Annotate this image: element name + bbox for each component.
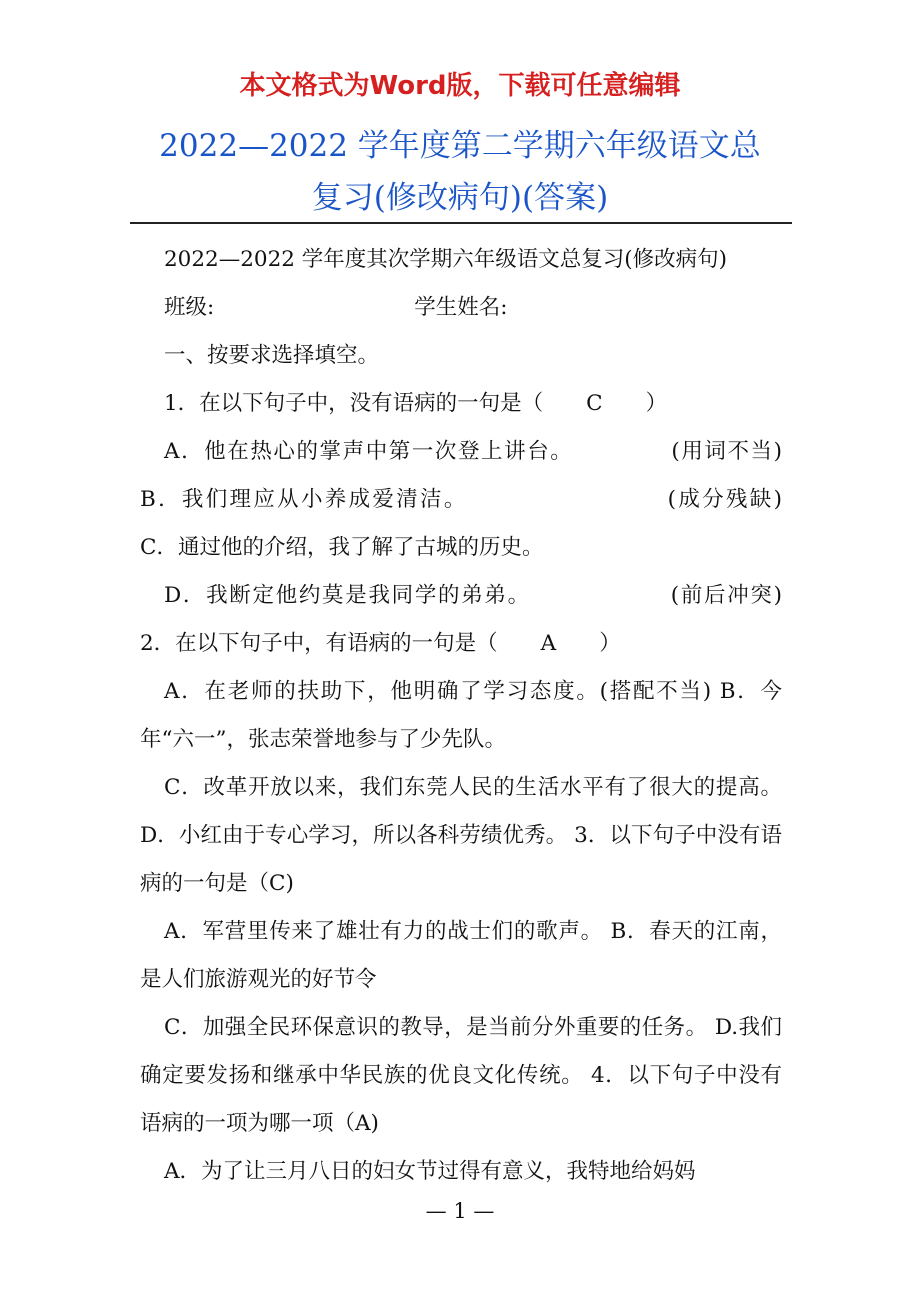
q1-option-a: A．他在热心的掌声中第一次登上讲台。: [164, 439, 574, 464]
q3-option-c: C．加强全民环保意识的教导，是当前分外重要的任务。: [164, 1015, 708, 1040]
q1-option-a-note: (用词不当): [671, 439, 783, 464]
title-line-1: 2022—2022 学年度第二学期六年级语文总: [159, 128, 761, 164]
q2-option-c: C．改革开放以来，我们东莞人民的生活水平有了很大的提高。: [164, 775, 782, 800]
student-info-line: [140, 284, 782, 332]
question-4-option-a: A．为了让三月八日的妇女节过得有意义，我特地给妈妈: [164, 1159, 696, 1184]
document-title: [120, 120, 800, 224]
question-2-stem: 2．在以下句子中，有语病的一句是（ A ）: [140, 631, 621, 656]
question-2-options-ab: [140, 668, 782, 764]
question-3-options-cd: [140, 1004, 782, 1148]
question-4-stem: 4．以下句子中没有语病的一项为哪一项（A): [140, 1063, 782, 1136]
q1-option-b-note: (成分残缺): [667, 487, 782, 512]
q1-option-d-note: (前后冲突): [670, 583, 782, 608]
q3-option-a: A．军营里传来了雄壮有力的战士们的歌声。: [164, 919, 603, 944]
q1-option-d: D．我断定他约莫是我同学的弟弟。: [164, 583, 531, 608]
q2-option-d: D．小红由于专心学习，所以各科劳绩优秀。: [140, 823, 568, 848]
title-line-2: 复习(修改病句)(答案): [311, 180, 609, 216]
page-number: — 1 —: [425, 1199, 495, 1223]
student-name-label: 学生姓名:: [414, 295, 508, 320]
title-divider: [130, 222, 792, 224]
question-1-stem: 1．在以下句子中，没有语病的一句是（ C ）: [164, 391, 668, 416]
class-label: 班级:: [164, 295, 215, 320]
question-2-options-cd: [140, 764, 782, 908]
question-1-option-d: [140, 572, 782, 668]
q2-option-b: B．今年“六一”，张志荣誉地参与了少先队。: [140, 679, 782, 752]
q1-option-b: B．我们理应从小养成爱清洁。: [140, 487, 468, 512]
q2-option-a: A．在老师的扶助下，他明确了学习态度。(搭配不当): [164, 679, 712, 704]
q1-option-c: C．通过他的介绍，我了解了古城的历史。: [140, 535, 544, 560]
question-1-options-ab: [140, 428, 782, 572]
question-3-options-ab: [140, 908, 782, 1004]
body-heading: 2022—2022 学年度其次学期六年级语文总复习(修改病句): [164, 247, 728, 272]
document-body: [140, 236, 782, 1196]
q3-option-b: B．春天的江南，是人们旅游观光的好节令: [140, 919, 782, 992]
section-title: 一、按要求选择填空。: [164, 343, 380, 368]
q3-option-d: D.我们确定要发扬和继承中华民族的优良文化传统。: [140, 1015, 783, 1088]
word-format-banner: 本文格式为Word版，下载可任意编辑: [239, 71, 681, 101]
question-3-stem: 3．以下句子中没有语病的一句是（C): [140, 823, 782, 896]
